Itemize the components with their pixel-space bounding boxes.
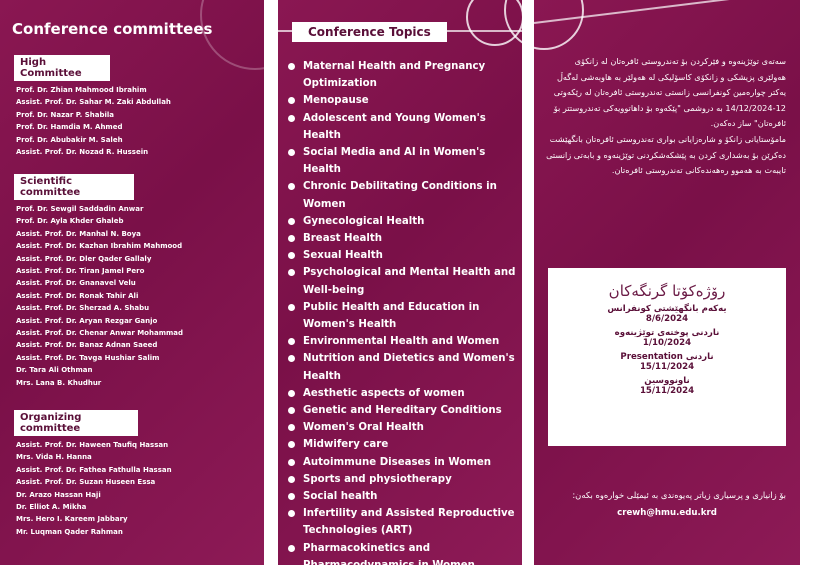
bullet-icon [288,407,295,414]
deadline-label: ناردنی Presentation [620,352,714,362]
topic-item [286,247,522,264]
deadline-label: ناردنی پوختەی توێژینەوە [614,328,720,338]
organizing-committee-member: Mrs. Hero I. Kareem Jabbary [16,515,128,524]
bullet-icon [288,355,295,362]
organizing-committee-member: Dr. Elliot A. Mikha [16,503,87,512]
deadline-date: 8/6/2024 [645,314,689,324]
topic-label: Public Health and Education in Women's Health [303,301,480,331]
topic-label: Menopause [303,95,369,107]
organizing-committee-member: Mrs. Vida H. Hanna [16,453,92,462]
topic-label: Autoimmune Diseases in Women [303,456,492,468]
topic-label: Aesthetic aspects of women [303,387,465,399]
scientific-committee-member: Assist. Prof. Dr. Aryan Rezgar Ganjo [16,316,158,325]
topic-label: Social Media and AI in Women's Health [303,147,486,176]
scientific-committee-member: Prof. Dr. Ayla Khder Ghaleb [16,217,124,226]
topic-label: Genetic and Hereditary Conditions [303,405,502,417]
committees-title: Conference committees [12,20,213,38]
scientific-committee-member: Assist. Prof. Dr. Ronak Tahir Ali [16,291,139,300]
topic-label: Midwifery care [303,439,389,451]
high-committee-member: Prof. Dr. Zhian Mahmood Ibrahim [16,86,147,94]
bullet-icon [288,493,295,500]
topic-label: Infertility and Assisted Reproductive Technologies (ART) [303,508,515,537]
topic-item [286,110,522,144]
contact-email[interactable]: crewh@hmu.edu.krd [617,508,717,518]
scientific-committee-member: Assist. Prof. Dr. Banaz Adnan Saeed [16,341,158,350]
intro-paragraph-2: مامۆستایانی زانکۆ و شارەزایانی بواری تەندروستی ئافرەتان بانگهێشت دەکرێن بۆ بەشداری کردن بە پێشکەشکردنی توێژینەوە و بابەتی زانستی تایبەت بە هەموو رەهەندەکانی تەندروستی ئافرەتان. [546,133,786,176]
scientific-committee-member: Assist. Prof. Dr. Tavga Hushiar Salim [16,353,160,362]
scientific-committee-member: Prof. Dr. Sewgil Saddadin Anwar [16,205,144,213]
bullet-icon [288,476,295,483]
bullet-icon [288,115,295,122]
topic-label: Social health [303,491,378,503]
high-committee-member: Assist. Prof. Dr. Nozad R. Hussein [16,148,149,157]
scientific-committee-member: Dr. Tara Ali Othman [16,366,93,375]
bullet-icon [288,183,295,190]
deadline-label: یەکەم بانگهێشتی کونفرانس [607,304,727,314]
topic-label: Gynecological Health [303,215,425,227]
scientific-committee-member: Assist. Prof. Dr. Gnanavel Velu [16,279,136,288]
scientific-committee-list [16,203,183,389]
organizing-committee-member: Assist. Prof. Dr. Suzan Huseen Essa [16,478,156,487]
scientific-committee-member: Assist. Prof. Dr. Kazhan Ibrahim Mahmood [16,242,183,251]
organizing-committee-list [16,439,172,538]
high-committee-member: Prof. Dr. Nazar P. Shabila [16,110,115,119]
topic-item [286,230,522,247]
bullet-icon [288,459,295,466]
topic-label: Sports and physiotherapy [303,473,452,485]
bullet-icon [288,545,295,552]
scientific-committee-label: Scientific committee [14,174,134,200]
bullet-icon [288,304,295,311]
topic-item [286,264,522,298]
bullet-icon [288,97,295,104]
intro-paragraph: سەتەی توێژینەوە و فێرکردن بۆ تەندروستی ئافرەتان لە زانکۆی هەولێری پزیشکی و زانکۆی کاسۆلیکی لە هەولێر بە هاوبەشی لەگەڵ یەکتر چوارەمین کونفرانسی زانستی تەندروستی ئافرەتان لە رێکەوتی 12-14/12/2024 بە دروشمی "پێکەوە بۆ داهاتوویەکی تەندروستتر بۆ ئافرەتان" ساز دەکەن. [553,56,786,129]
deadline-date: 15/11/2024 [639,362,695,372]
topic-item [286,178,522,212]
deadline-date: 15/11/2024 [639,386,695,396]
topic-label: Breast Health [303,233,382,245]
topics-title: Conference Topics [292,22,447,42]
topic-item [286,488,522,505]
organizing-committee-member: Mr. Luqman Qader Rahman [16,527,123,536]
scientific-committee-member: Assist. Prof. Dr. Dler Qader Gallaly [16,254,152,263]
topic-item [286,144,522,178]
committees-panel [0,0,264,565]
topic-label: Nutrition and Dietetics and Women's Health [303,353,515,382]
topic-label: Women's Oral Health [303,422,424,434]
high-committee-list [16,84,171,158]
bullet-icon [288,252,295,259]
topic-item [286,419,522,436]
deadline-date: 1/10/2024 [642,338,692,348]
organizing-committee-member: Assist. Prof. Dr. Fathea Fathulla Hassan [16,465,172,474]
deadlines-box [548,268,786,446]
topic-label: Sexual Health [303,250,383,262]
topic-item [286,436,522,453]
topic-label: Environmental Health and Women [303,336,500,348]
bullet-icon [288,338,295,345]
bullet-icon [288,149,295,156]
bullet-icon [288,63,295,70]
bullet-icon [288,510,295,517]
organizing-committee-member: Assist. Prof. Dr. Haween Taufiq Hassan [16,441,169,449]
topic-label: Adolescent and Young Women's Health [303,112,486,141]
topic-item [286,350,522,384]
topic-label: Pharmacokinetics and Pharmacodynamics in Women [303,542,475,571]
topic-item [286,213,522,230]
topics-panel [278,0,522,571]
topic-item [286,505,522,539]
topic-item [286,92,522,109]
topic-item [286,402,522,419]
bullet-icon [288,235,295,242]
topic-item [286,58,522,92]
topic-item [286,471,522,488]
topic-item [286,333,522,350]
bullet-icon [288,390,295,397]
bullet-icon [288,441,295,448]
deadline-label: ناونووسین [644,376,690,386]
deadlines-list [548,304,786,396]
topic-item [286,540,522,574]
topic-item [286,385,522,402]
contact-text: بۆ زانیاری و پرسیاری زیاتر پەیوەندی بە ئیمێلی خوارەوە بکەن: [572,490,786,500]
scientific-committee-member: Assist. Prof. Dr. Tiran Jamel Pero [16,267,145,276]
scientific-committee-member: Assist. Prof. Dr. Manhal N. Boya [16,229,141,238]
info-panel [534,0,800,565]
high-committee-label: High Committee [14,55,110,81]
scientific-committee-member: Assist. Prof. Dr. Chenar Anwar Mohammad [16,329,184,338]
high-committee-member: Prof. Dr. Hamdia M. Ahmed [16,123,123,132]
deadlines-title: رۆژەکۆتا گرنگەکان [608,282,726,300]
organizing-committee-member: Dr. Arazo Hassan Haji [16,490,101,499]
organizing-committee-label: Organizing committee [14,410,138,436]
topic-label: Psychological and Mental Health and Well-being [303,267,516,296]
topic-label: Maternal Health and Pregnancy Optimization [303,61,486,90]
bullet-icon [288,218,295,225]
topics-list [286,58,522,574]
bullet-icon [288,269,295,276]
topic-item [286,454,522,471]
topic-item [286,299,522,333]
bullet-icon [288,424,295,431]
topic-label: Chronic Debilitating Conditions in Women [303,181,497,210]
scientific-committee-member: Assist. Prof. Dr. Sherzad A. Shabu [16,304,150,313]
high-committee-member: Prof. Dr. Abubakir M. Saleh [16,135,123,144]
scientific-committee-member: Mrs. Lana B. Khudhur [16,378,102,387]
intro-text [546,54,786,179]
high-committee-member: Assist. Prof. Dr. Sahar M. Zaki Abdullah [16,98,171,107]
